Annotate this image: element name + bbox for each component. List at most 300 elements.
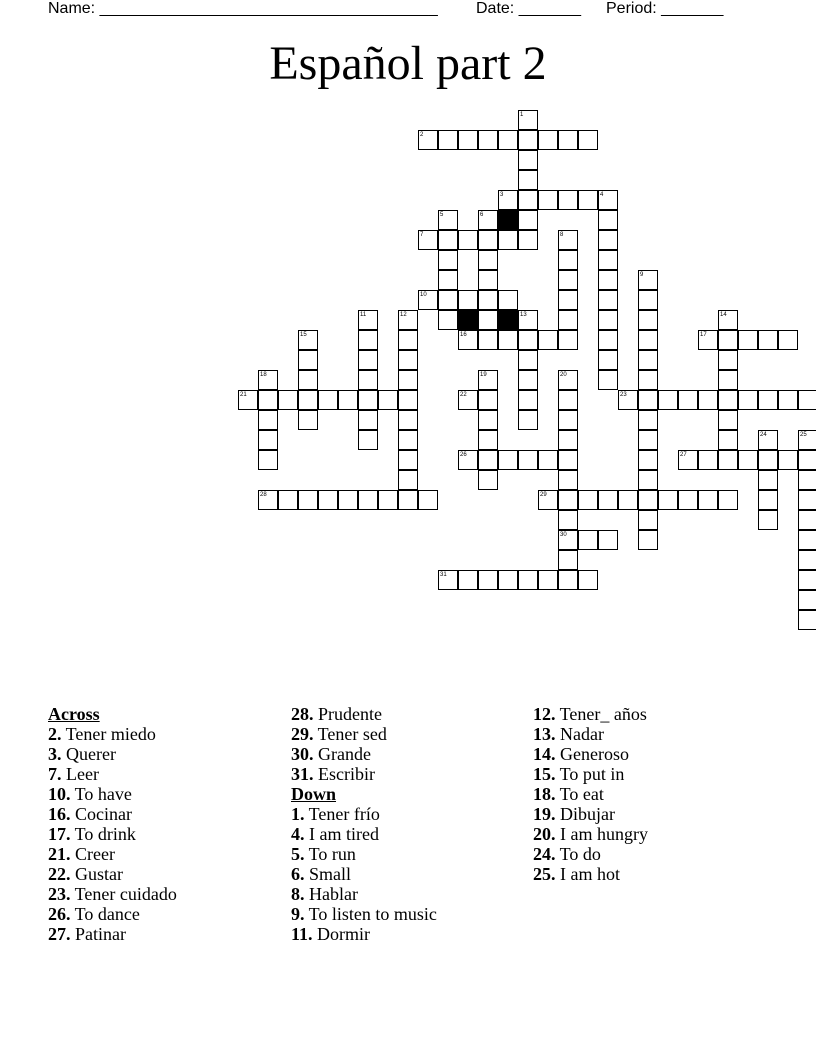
clue-number-label: 14 [720,312,727,318]
crossword-cell[interactable] [398,390,418,410]
page-title: Español part 2 [269,37,547,90]
clue-item [291,844,437,864]
crossword-cell[interactable] [598,330,618,350]
clue-text: Querer [61,744,116,764]
clue-number-label: 23 [620,392,627,398]
clue-text: Escribir [313,764,375,784]
clue-number: 2. [48,724,62,744]
clue-number-label: 28 [260,492,267,498]
crossword-cell[interactable] [798,450,816,470]
clue-number: 24. [533,844,556,864]
crossword-cell[interactable] [718,430,738,450]
clue-number: 29. [291,724,314,744]
clue-number-label: 11 [360,312,367,318]
crossword-cell[interactable] [578,490,598,510]
crossword-cell[interactable] [718,390,738,410]
crossword-cell[interactable] [418,490,438,510]
clue-item [533,804,648,824]
crossword-cell[interactable] [558,330,578,350]
crossword-cell[interactable] [478,130,498,150]
crossword-cell[interactable] [598,230,618,250]
clues-column-2 [291,704,437,944]
crossword-cell[interactable] [478,430,498,450]
clue-number-label: 31 [440,572,447,578]
crossword-cell[interactable] [758,490,778,510]
crossword-cell[interactable] [318,490,338,510]
crossword-cell[interactable] [718,350,738,370]
down-clue-list [291,804,437,944]
crossword-cell[interactable] [558,430,578,450]
clue-number-label: 12 [400,312,407,318]
crossword-cell[interactable] [518,210,538,230]
crossword-cell[interactable] [398,430,418,450]
crossword-cell[interactable] [478,310,498,330]
clue-text: Dormir [312,924,371,944]
crossword-cell[interactable] [638,490,658,510]
clue-item [291,704,437,724]
clue-item [48,764,177,784]
crossword-cell[interactable] [758,330,778,350]
crossword-cell[interactable] [598,490,618,510]
clue-text: Tener_ años [555,704,647,724]
crossword-cell[interactable] [518,150,538,170]
crossword-cell[interactable] [778,330,798,350]
clue-item [533,864,648,884]
crossword-cell[interactable] [598,270,618,290]
crossword-cell[interactable] [298,490,318,510]
clue-item [48,884,177,904]
clue-number: 1. [291,804,305,824]
clue-number: 16. [48,804,71,824]
crossword-cell[interactable] [518,190,538,210]
clue-item [533,824,648,844]
clue-number-label: 16 [460,332,467,338]
clue-number-label: 19 [480,372,487,378]
clue-number: 30. [291,744,314,764]
crossword-cell[interactable] [358,430,378,450]
clue-text: Leer [61,764,99,784]
crossword-cell[interactable] [698,390,718,410]
clue-text: Tener frío [304,804,380,824]
crossword-cell[interactable] [358,330,378,350]
clue-text: Tener miedo [61,724,156,744]
crossword-cell[interactable] [638,330,658,350]
crossword-cell[interactable] [398,490,418,510]
crossword-cell[interactable] [558,190,578,210]
down-clue-list-cont [533,704,648,884]
clue-number: 6. [291,864,305,884]
clue-item [48,824,177,844]
clue-text: To eat [555,784,604,804]
clue-text: Hablar [304,884,358,904]
crossword-cell[interactable] [438,230,458,250]
clue-text: Prudente [313,704,382,724]
crossword-cell[interactable] [398,450,418,470]
clue-number-label: 24 [760,432,767,438]
clue-text: To run [304,844,356,864]
clue-text: Cocinar [70,804,132,824]
crossword-cell[interactable] [758,470,778,490]
clue-item [533,724,648,744]
crossword-cell[interactable] [518,450,538,470]
crossword-cell[interactable] [638,370,658,390]
crossword-cell[interactable] [558,310,578,330]
crossword-cell[interactable] [798,390,816,410]
clue-number: 19. [533,804,556,824]
down-heading: Down [291,784,337,804]
crossword-cell[interactable] [598,290,618,310]
crossword-cell[interactable] [598,370,618,390]
clue-item [48,804,177,824]
clue-number: 13. [533,724,556,744]
clue-number: 17. [48,824,71,844]
clue-item [48,844,177,864]
crossword-cell[interactable] [558,510,578,530]
crossword-cell[interactable] [638,450,658,470]
clue-number: 27. [48,924,71,944]
crossword-cell[interactable] [378,490,398,510]
crossword-cell[interactable] [638,350,658,370]
crossword-cell[interactable] [558,570,578,590]
crossword-cell[interactable] [478,330,498,350]
crossword-cell[interactable] [438,130,458,150]
crossword-cell[interactable] [398,350,418,370]
clue-text: Gustar [70,864,123,884]
crossword-cell[interactable] [658,390,678,410]
crossword-cell[interactable] [458,130,478,150]
clue-number-label: 30 [560,532,567,538]
clue-number-label: 18 [260,372,267,378]
clue-number-label: 5 [440,212,444,218]
crossword-cell[interactable] [478,250,498,270]
clue-number-label: 27 [680,452,687,458]
clue-number-label: 9 [640,272,644,278]
crossword-cell[interactable] [778,450,798,470]
clue-text: I am hot [555,864,620,884]
clue-text: Small [304,864,352,884]
black-square [458,310,478,330]
crossword-cell[interactable] [718,410,738,430]
crossword-cell[interactable] [518,350,538,370]
crossword-cell[interactable] [638,430,658,450]
clue-item [48,924,177,944]
clue-text: To dance [70,904,140,924]
black-square [498,210,518,230]
date-field-label: Date: _______ [476,0,581,17]
crossword-cell[interactable] [558,130,578,150]
period-field-label: Period: _______ [606,0,724,17]
crossword-cell[interactable] [398,330,418,350]
crossword-cell[interactable] [798,610,816,630]
crossword-cell[interactable] [638,510,658,530]
crossword-cell[interactable] [558,290,578,310]
crossword-cell[interactable] [678,390,698,410]
crossword-cell[interactable] [498,450,518,470]
clue-item [48,724,177,744]
crossword-cell[interactable] [638,470,658,490]
crossword-cell[interactable] [758,450,778,470]
clue-number-label: 1 [520,112,524,118]
black-square [498,310,518,330]
crossword-cell[interactable] [358,370,378,390]
crossword-cell[interactable] [478,390,498,410]
crossword-cell[interactable] [658,490,678,510]
crossword-cell[interactable] [298,370,318,390]
clue-number-label: 7 [420,232,424,238]
crossword-cell[interactable] [278,390,298,410]
crossword-cell[interactable] [738,390,758,410]
clue-item [291,804,437,824]
crossword-cell[interactable] [538,190,558,210]
crossword-cell[interactable] [518,170,538,190]
clue-item [291,764,437,784]
crossword-cell[interactable] [558,550,578,570]
clue-item [48,864,177,884]
crossword-cell[interactable] [258,450,278,470]
clue-number-label: 21 [240,392,247,398]
crossword-cell[interactable] [518,370,538,390]
clue-number-label: 3 [500,192,504,198]
clue-number: 9. [291,904,305,924]
clue-text: Tener cuidado [70,884,177,904]
crossword-cell[interactable] [518,390,538,410]
crossword-cell[interactable] [578,570,598,590]
clue-text: Dibujar [555,804,615,824]
crossword-cell[interactable] [578,130,598,150]
crossword-cell[interactable] [438,290,458,310]
crossword-cell[interactable] [478,450,498,470]
clue-number-label: 10 [420,292,427,298]
clue-text: To do [555,844,601,864]
crossword-cell[interactable] [558,250,578,270]
clue-number: 31. [291,764,314,784]
crossword-cell[interactable] [558,450,578,470]
clue-text: Generoso [555,744,629,764]
crossword-cell[interactable] [538,570,558,590]
clue-number: 20. [533,824,556,844]
crossword-cell[interactable] [718,330,738,350]
clue-number: 7. [48,764,62,784]
crossword-cell[interactable] [798,510,816,530]
crossword-cell[interactable] [758,390,778,410]
clues-column-1 [48,704,177,944]
clues-column-3 [533,704,648,884]
clue-item [291,864,437,884]
crossword-cell[interactable] [518,570,538,590]
crossword-cell[interactable] [398,370,418,390]
crossword-cell[interactable] [438,250,458,270]
name-field-label: Name: ______________________________________ [48,0,438,17]
crossword-cell[interactable] [598,350,618,370]
clue-item [533,704,648,724]
clue-number: 25. [533,864,556,884]
crossword-cell[interactable] [538,330,558,350]
clue-item [291,824,437,844]
clue-item [533,764,648,784]
clue-number-label: 2 [420,132,424,138]
crossword-cell[interactable] [558,470,578,490]
crossword-cell[interactable] [718,450,738,470]
crossword-cell[interactable] [538,130,558,150]
crossword-cell[interactable] [498,570,518,590]
crossword-cell[interactable] [598,210,618,230]
clue-text: Creer [70,844,115,864]
clue-number-label: 4 [600,192,604,198]
crossword-cell[interactable] [798,550,816,570]
clue-text: To have [70,784,132,804]
clue-item [533,784,648,804]
crossword-cell[interactable] [358,350,378,370]
crossword-cell[interactable] [478,470,498,490]
crossword-cell[interactable] [558,270,578,290]
crossword-cell[interactable] [558,410,578,430]
crossword-cell[interactable] [718,490,738,510]
crossword-cell[interactable] [638,290,658,310]
crossword-cell[interactable] [438,270,458,290]
clue-number-label: 15 [300,332,307,338]
crossword-cell[interactable] [498,230,518,250]
across-clue-list [48,724,177,944]
crossword-cell[interactable] [458,230,478,250]
clue-number: 14. [533,744,556,764]
clue-number-label: 20 [560,372,567,378]
crossword-cell[interactable] [298,390,318,410]
crossword-cell[interactable] [458,570,478,590]
crossword-cell[interactable] [438,310,458,330]
clue-number-label: 29 [540,492,547,498]
clue-text: I am tired [304,824,379,844]
crossword-cell[interactable] [698,490,718,510]
crossword-cell[interactable] [478,230,498,250]
clue-number: 10. [48,784,71,804]
crossword-cell[interactable] [798,590,816,610]
crossword-cell[interactable] [738,330,758,350]
crossword-cell[interactable] [458,290,478,310]
crossword-cell[interactable] [498,330,518,350]
clue-number-label: 13 [520,312,527,318]
clue-number-label: 22 [460,392,467,398]
clue-number-label: 26 [460,452,467,458]
crossword-cell[interactable] [278,490,298,510]
crossword-cell[interactable] [478,410,498,430]
crossword-cell[interactable] [698,450,718,470]
crossword-cell[interactable] [518,330,538,350]
crossword-cell[interactable] [358,410,378,430]
crossword-cell[interactable] [258,390,278,410]
crossword-cell[interactable] [798,530,816,550]
crossword-cell[interactable] [398,470,418,490]
crossword-cell[interactable] [618,490,638,510]
crossword-cell[interactable] [298,350,318,370]
crossword-cell[interactable] [578,190,598,210]
clue-item [291,724,437,744]
crossword-cell[interactable] [678,490,698,510]
crossword-cell[interactable] [258,410,278,430]
crossword-cell[interactable] [638,530,658,550]
crossword-cell[interactable] [638,410,658,430]
crossword-cell[interactable] [798,470,816,490]
clue-item [291,924,437,944]
crossword-cell[interactable] [578,530,598,550]
clue-number: 21. [48,844,71,864]
clue-number: 18. [533,784,556,804]
clue-item [48,904,177,924]
crossword-cell[interactable] [358,390,378,410]
across-clue-list-cont [291,704,437,784]
clue-number: 11. [291,924,313,944]
clue-item [291,744,437,764]
crossword-cell[interactable] [338,390,358,410]
clue-number-label: 8 [560,232,564,238]
clue-item [533,844,648,864]
crossword-cell[interactable] [478,570,498,590]
clue-number: 5. [291,844,305,864]
crossword-cell[interactable] [518,410,538,430]
clue-number: 12. [533,704,556,724]
crossword-cell[interactable] [758,510,778,530]
crossword-cell[interactable] [338,490,358,510]
crossword-cell[interactable] [498,290,518,310]
clue-number: 3. [48,744,62,764]
crossword-cell[interactable] [358,490,378,510]
crossword-cell[interactable] [398,410,418,430]
crossword-cell[interactable] [518,130,538,150]
clue-text: Patinar [70,924,126,944]
clue-item [291,904,437,924]
across-heading: Across [48,704,100,724]
crossword-cell[interactable] [738,450,758,470]
crossword-cell[interactable] [318,390,338,410]
crossword-cell[interactable] [498,130,518,150]
crossword-cell[interactable] [638,310,658,330]
clue-number: 8. [291,884,305,904]
crossword-cell[interactable] [478,270,498,290]
crossword-cell[interactable] [558,490,578,510]
crossword-cell[interactable] [598,310,618,330]
crossword-cell[interactable] [638,390,658,410]
clue-number: 4. [291,824,305,844]
crossword-cell[interactable] [598,250,618,270]
clue-text: To listen to music [304,904,437,924]
clue-text: I am hungry [555,824,648,844]
crossword-cell[interactable] [598,530,618,550]
clue-item [533,744,648,764]
crossword-cell[interactable] [518,230,538,250]
clue-text: To drink [70,824,136,844]
clue-text: Grande [313,744,371,764]
crossword-cell[interactable] [718,370,738,390]
crossword-cell[interactable] [258,430,278,450]
crossword-cell[interactable] [558,390,578,410]
crossword-cell[interactable] [298,410,318,430]
crossword-cell[interactable] [798,570,816,590]
clue-text: Tener sed [313,724,387,744]
clue-text: To put in [555,764,625,784]
clue-number-label: 17 [700,332,707,338]
crossword-cell[interactable] [478,290,498,310]
clue-number: 15. [533,764,556,784]
clue-number-label: 6 [480,212,484,218]
clue-text: Nadar [555,724,604,744]
clue-number: 23. [48,884,71,904]
crossword-cell[interactable] [778,390,798,410]
clue-number-label: 25 [800,432,807,438]
clue-item [48,744,177,764]
crossword-cell[interactable] [538,450,558,470]
crossword-cell[interactable] [798,490,816,510]
crossword-cell[interactable] [378,390,398,410]
clue-item [291,884,437,904]
